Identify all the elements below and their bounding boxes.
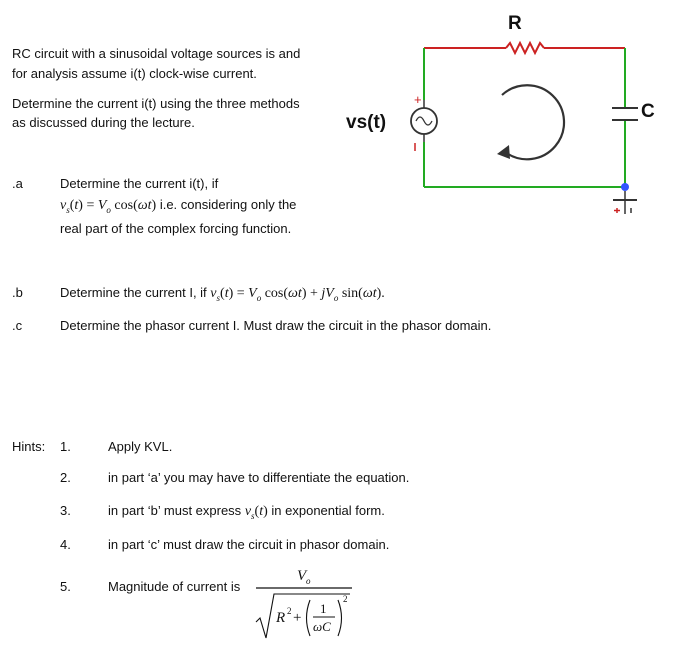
resistor-label: R: [508, 13, 522, 34]
arrowhead-icon: [497, 145, 510, 159]
svg-text:ωC: ωC: [313, 619, 331, 634]
source-plus-sign: +: [414, 92, 422, 107]
svg-text:1: 1: [320, 601, 327, 616]
hint-3-text-before: in part ‘b’ must express: [108, 503, 242, 518]
part-b-label: .b: [12, 285, 23, 300]
resistor-symbol: [506, 43, 544, 53]
svg-text:2: 2: [287, 606, 292, 616]
hint-4-text: in part ‘c’ must draw the circuit in phasor domain.: [108, 537, 390, 552]
hint-3-line: [108, 502, 385, 525]
clockwise-current-arrow-icon: [502, 85, 564, 159]
sqrt-sign: [256, 594, 350, 638]
intro-line-3: Determine the current i(t) using the three methods: [12, 96, 300, 111]
part-c-text: Determine the phasor current I. Must draw the circuit in the phasor domain.: [60, 318, 492, 333]
svg-text:o: o: [306, 576, 311, 586]
hint-3-text-after: in exponential form.: [271, 503, 385, 518]
sine-icon: [416, 117, 432, 125]
circuit-node: [621, 183, 629, 191]
hint-4-number: 4.: [60, 537, 71, 552]
hints-title: Hints:: [12, 439, 46, 454]
part-b-line: [60, 284, 385, 307]
part-a-line-1: Determine the current i(t), if: [60, 176, 219, 191]
part-b-equation: $v_s(t) = V_o$ $\cos(\omega t) + jV_o$ sin(ωt).: [210, 286, 385, 303]
hint-3-math: $v_s(t)$: [244, 504, 268, 521]
intro-line-1: RC circuit with a sinusoidal voltage sources is and: [12, 46, 301, 61]
hint-3-number: 3.: [60, 503, 71, 518]
part-c-label: .c: [12, 318, 23, 333]
source-label: vs(t): [346, 112, 387, 133]
formula-numerator: V: [297, 568, 307, 584]
part-a-equation: $v_s(t) = V_o$ cos(ωt): [60, 198, 157, 215]
svg-text:+: +: [293, 610, 302, 626]
hint-2-number: 2.: [60, 470, 71, 485]
hint-5-number: 5.: [60, 579, 71, 594]
part-a-line-2: [60, 196, 296, 219]
formula-r: R: [276, 610, 286, 626]
part-b-text: Determine the current I, if: [60, 285, 207, 300]
intro-line-4: as discussed during the lecture.: [12, 115, 195, 130]
part-a-label: .a: [12, 176, 23, 191]
intro-line-2: for analysis assume i(t) clock-wise current.: [12, 66, 257, 81]
hint-2-text: in part ‘a’ you may have to differentiate the equation.: [108, 470, 410, 485]
svg-text:2: 2: [343, 594, 348, 604]
magnitude-formula: [250, 560, 360, 645]
hint-5-text: Magnitude of current is: [108, 579, 241, 594]
hint-1-number: 1.: [60, 439, 71, 454]
hint-1-text: Apply KVL.: [108, 439, 173, 454]
capacitor-label: C: [641, 101, 655, 122]
part-a-line-3: real part of the complex forcing function.: [60, 221, 292, 236]
part-a-suffix: i.e. considering only the: [159, 197, 297, 212]
